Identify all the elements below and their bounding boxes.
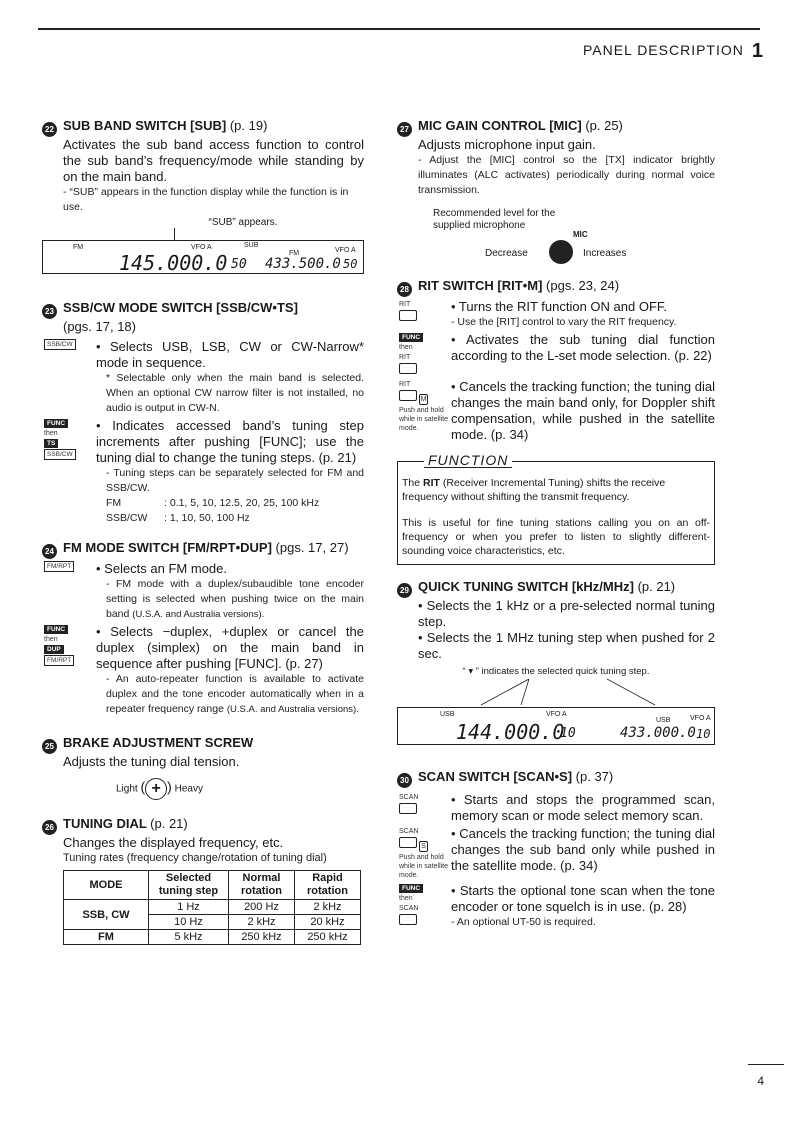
header-title: PANEL DESCRIPTION xyxy=(582,42,744,58)
pointer-line xyxy=(607,679,655,705)
bullet-note: * Selectable only when the main band is selected. When an optional CW narrow filter is not installed, no audio is output in CW-N. xyxy=(106,372,364,414)
func-key: FUNC xyxy=(44,419,68,428)
section-number-badge: 23 xyxy=(42,304,57,319)
increases-label: Increases xyxy=(583,248,627,259)
section-lead: Adjusts the tuning dial tension. xyxy=(63,754,240,769)
bullet-text: • Selects the 1 kHz or a pre-selected normal tuning step. xyxy=(418,598,715,629)
cell: 250 kHz xyxy=(229,930,295,945)
page-ref: (pgs. 23, 24) xyxy=(546,278,620,293)
page-ref: (p. 19) xyxy=(229,118,268,133)
scan-key-icon xyxy=(399,837,417,848)
col-header: Normal rotation xyxy=(229,871,295,900)
section-title: SCAN SWITCH [SCAN•S] xyxy=(418,769,573,784)
rit-label: RIT xyxy=(399,354,411,361)
light-label: Light xyxy=(116,783,138,795)
func-text: (Receiver Incremental Tuning) shifts the receive frequency without shifting the transmit frequency. xyxy=(402,477,666,503)
s-key: S xyxy=(419,841,428,852)
then-label: then xyxy=(399,344,413,351)
func-key: FUNC xyxy=(399,333,423,342)
page-ref: (p. 21) xyxy=(637,579,676,594)
brake-diagram: Light ( + ) Heavy xyxy=(116,778,364,800)
function-box xyxy=(397,452,715,565)
lcd-main-step: 10 xyxy=(560,726,576,741)
bullet-text: • Starts and stops the programmed scan, memory scan or mode select memory scan. xyxy=(451,792,715,823)
section-number-badge: 24 xyxy=(42,544,57,559)
table-row xyxy=(64,930,361,945)
lcd-main-frequency: 144.000.0 xyxy=(456,720,565,744)
fm-steps: : 0.1, 5, 10, 12.5, 20, 25, 100 kHz xyxy=(164,497,320,509)
then-label: then xyxy=(44,636,58,643)
section-tuning-dial xyxy=(42,816,364,945)
col-header: Selected tuning step xyxy=(149,871,229,900)
fm-rpt-key: FM/RPT xyxy=(44,655,74,666)
section-title: TUNING DIAL xyxy=(63,816,147,831)
heavy-label: Heavy xyxy=(174,783,203,795)
fm-label: FM xyxy=(106,497,122,509)
page-ref: (pgs. 17, 18) xyxy=(63,319,136,334)
lcd-sub-mode: USB xyxy=(656,717,671,724)
bullet-note: - FM mode with a duplex/subaudible tone encoder setting is selected when pushing twice on the main band xyxy=(106,578,364,620)
cell: 250 kHz xyxy=(295,930,361,945)
section-fm-mode-switch xyxy=(42,540,364,717)
section-brake-screw xyxy=(42,735,364,800)
cell: SSB, CW xyxy=(64,900,149,930)
page-number-rule xyxy=(748,1064,784,1065)
function-title: FUNCTION xyxy=(424,453,512,468)
scan-label: SCAN xyxy=(399,905,419,912)
then-label: then xyxy=(399,895,413,902)
right-column xyxy=(397,118,715,942)
lcd-sub-vfo: VFO A xyxy=(690,715,711,722)
mic-knob-icon xyxy=(549,240,573,264)
page-ref: (p. 25) xyxy=(585,118,623,133)
section-number-badge: 26 xyxy=(42,820,57,835)
chapter-number: 1 xyxy=(751,40,764,62)
section-title: SSB/CW MODE SWITCH [SSB/CW•TS] xyxy=(63,300,298,315)
section-mic-gain xyxy=(397,118,715,266)
section-scan-switch xyxy=(397,769,715,930)
section-number-badge: 25 xyxy=(42,739,57,754)
ssb-label: SSB/CW xyxy=(106,512,148,524)
func-key: FUNC xyxy=(399,884,423,893)
col-header: MODE xyxy=(64,871,149,900)
lcd-sub-frequency: 433.000.0 xyxy=(620,725,696,741)
mic-diagram xyxy=(397,204,715,266)
bullet-note: - Tuning steps can be separately selected for FM and SSB/CW. xyxy=(106,467,364,494)
section-title: MIC GAIN CONTROL [MIC] xyxy=(418,118,582,133)
table-row xyxy=(64,900,361,915)
recommended-label: Recommended level for the supplied microphone xyxy=(433,208,556,231)
mic-label: MIC xyxy=(573,230,588,239)
lcd-caption: “ ▾ ” indicates the selected quick tuning step. xyxy=(462,666,650,677)
lcd-main-step: 50 xyxy=(231,257,247,272)
lcd-sub-frequency: 433.500.0 xyxy=(265,256,341,272)
bullet-text: • Cancels the tracking function; the tuning dial changes the main band only, for Doppler shift compensation, while pushed in the satellite mode. (p. 34) xyxy=(451,379,715,442)
bullet-text: • Cancels the tracking function; the tuning dial changes the sub band only while pushed in the satellite mode. (p. 34) xyxy=(451,826,715,873)
section-sub-band-switch xyxy=(42,118,364,274)
lcd-sub-step: 50 xyxy=(343,257,358,271)
section-quick-tuning xyxy=(397,579,715,745)
rit-key-icon xyxy=(399,390,417,401)
bullet-note: - An auto-repeater function is available to activate duplex and the tone encoder automatically when in a repeater frequency range xyxy=(106,673,364,715)
left-column xyxy=(42,118,364,957)
func-text: This is useful for fine tuning stations calling you on an off-frequency or when you prefer to listen to slightly different-sounding voice characteristics, etc. xyxy=(402,517,710,557)
page-number: 4 xyxy=(757,1074,764,1088)
lcd-mode: USB xyxy=(440,711,455,718)
lcd-caption: “SUB” appears. xyxy=(208,217,278,228)
cell: 1 Hz xyxy=(149,900,229,915)
func-text: The xyxy=(402,477,424,489)
func-emphasis: RIT xyxy=(423,477,440,489)
bullet-text: • Activates the sub tuning dial function according to the L-set mode selection. (p. 22) xyxy=(451,332,715,363)
rit-key-icon xyxy=(399,310,417,321)
page-ref: (p. 37) xyxy=(575,769,614,784)
scan-label: SCAN xyxy=(399,794,419,801)
version-note: (U.S.A. and Australia versions). xyxy=(132,609,265,620)
version-note: (U.S.A. and Australia versions). xyxy=(226,704,359,715)
page-header xyxy=(583,40,764,63)
bullet-text: • Selects an FM mode. xyxy=(96,561,227,576)
section-number-badge: 29 xyxy=(397,583,412,598)
section-title: SUB BAND SWITCH [SUB] xyxy=(63,118,227,133)
section-number-badge: 28 xyxy=(397,282,412,297)
section-note: - “SUB” appears in the function display while the function is in use. xyxy=(63,186,349,213)
lcd-sub-indicator: SUB xyxy=(244,242,259,249)
cell: 2 kHz xyxy=(229,915,295,930)
lcd-vfo: VFO A xyxy=(546,711,567,718)
ts-key: TS xyxy=(44,439,58,448)
scan-key-icon xyxy=(399,914,417,925)
m-key: M xyxy=(420,396,427,403)
section-title: RIT SWITCH [RIT•M] xyxy=(418,278,543,293)
func-key: FUNC xyxy=(44,625,68,634)
section-note: Tuning rates (frequency change/rotation of tuning dial) xyxy=(63,852,327,864)
tuning-rate-table xyxy=(63,870,361,945)
ssb-cw-key: SSB/CW xyxy=(44,339,76,350)
rit-key-icon xyxy=(399,363,417,374)
ssb-steps: : 1, 10, 50, 100 Hz xyxy=(164,512,250,524)
lcd-sub-step: 10 xyxy=(696,727,711,741)
section-rit-switch xyxy=(397,278,715,443)
bullet-text: • Selects USB, LSB, CW or CW-Narrow* mode in sequence. xyxy=(96,339,364,370)
scan-label: SCAN xyxy=(399,828,419,835)
fm-rpt-key: FM/RPT xyxy=(44,561,74,572)
section-title: QUICK TUNING SWITCH [kHz/MHz] xyxy=(418,579,634,594)
cell: 20 kHz xyxy=(295,915,361,930)
bullet-text: • Turns the RIT function ON and OFF. xyxy=(451,299,668,314)
decrease-label: Decrease xyxy=(485,248,528,259)
bullet-note: - Use the [RIT] control to vary the RIT frequency. xyxy=(451,316,677,328)
caption-pointers xyxy=(397,677,715,707)
cell: 5 kHz xyxy=(149,930,229,945)
lcd-display-sub xyxy=(42,240,364,274)
top-rule xyxy=(38,28,760,30)
section-title: FM MODE SWITCH [FM/RPT•DUP] xyxy=(63,540,272,555)
section-number-badge: 22 xyxy=(42,122,57,137)
lcd-vfo: VFO A xyxy=(191,244,212,251)
section-lead: Changes the displayed frequency, etc. xyxy=(63,835,284,850)
col-header: Rapid rotation xyxy=(295,871,361,900)
dup-key: DUP xyxy=(44,645,64,654)
bullet-text: • Starts the optional tone scan when the tone encoder or tone squelch is in use. (p. 28) xyxy=(451,883,715,914)
section-note: - Adjust the [MIC] control so the [TX] indicator brightly illuminates (ALC activates) periodically during normal voice transmission. xyxy=(418,154,715,196)
bullet-note: - An optional UT-50 is required. xyxy=(451,916,596,928)
lcd-main-frequency: 145.000.0 xyxy=(119,251,228,275)
cell: 10 Hz xyxy=(149,915,229,930)
section-title: BRAKE ADJUSTMENT SCREW xyxy=(63,735,254,750)
rit-label: RIT xyxy=(399,301,411,308)
bullet-text: • Indicates accessed band’s tuning step increments after pushing [FUNC]; use the tuning dial to change the tuning steps. (p. 21) xyxy=(96,418,364,465)
ssb-cw-key: SSB/CW xyxy=(44,449,76,460)
caption-pointer xyxy=(174,228,175,240)
cell: FM xyxy=(64,930,149,945)
push-hold-label: Push and hold while in satellite mode. xyxy=(399,854,449,879)
then-label: then xyxy=(44,430,58,437)
scan-key-icon xyxy=(399,803,417,814)
page-ref: (p. 21) xyxy=(150,816,188,831)
page-ref: (pgs. 17, 27) xyxy=(275,540,349,555)
lcd-display-quick xyxy=(397,707,715,745)
rit-label: RIT xyxy=(399,381,411,388)
push-hold-label: Push and hold while in satellite mode. xyxy=(399,407,449,432)
lcd-mode: FM xyxy=(73,244,84,251)
bullet-text: • Selects the 1 MHz tuning step when pushed for 2 sec. xyxy=(418,630,715,661)
section-ssb-cw-switch xyxy=(42,300,364,526)
section-number-badge: 30 xyxy=(397,773,412,788)
lcd-sub-vfo: VFO A xyxy=(335,247,356,254)
section-lead: Activates the sub band access function to control the sub band’s frequency/mode while standing by on the main band. xyxy=(63,137,364,184)
section-lead: Adjusts microphone input gain. xyxy=(418,137,596,152)
bullet-text: • Selects −duplex, +duplex or cancel the duplex (simplex) on the main band in sequence after pushing [FUNC]. (p. 27) xyxy=(96,624,364,671)
cell: 200 Hz xyxy=(229,900,295,915)
cell: 2 kHz xyxy=(295,900,361,915)
brake-screw-icon: + xyxy=(145,778,167,800)
lcd-sub-mode: FM xyxy=(289,250,300,257)
section-number-badge: 27 xyxy=(397,122,412,137)
